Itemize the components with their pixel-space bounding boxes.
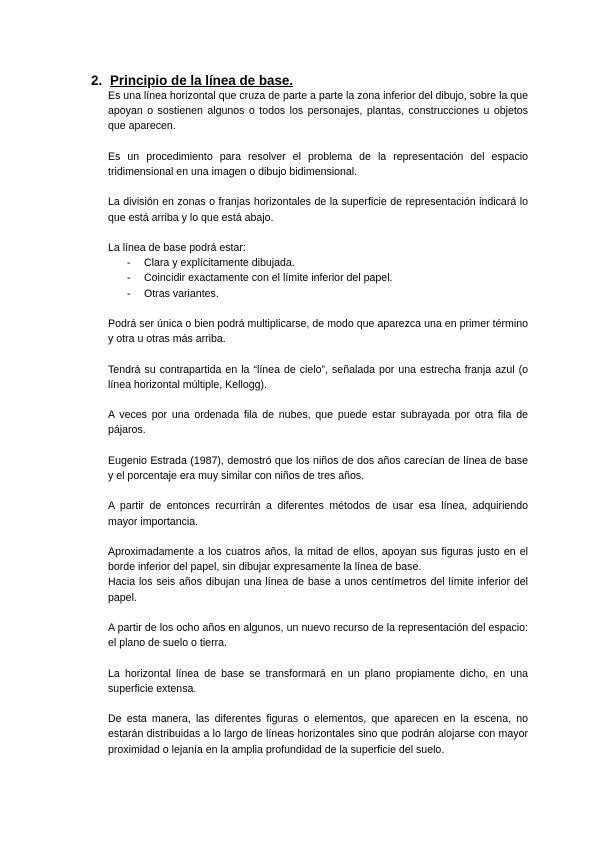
paragraph-definition: Es una línea horizontal que cruza de parte a parte la zona inferior del dibujo, sobre la que apoyan o sostienen algunos o todos los personajes, plantas, construcciones u objetos que aparecen. bbox=[108, 90, 528, 133]
list-item-text: Coincidir exactamente con el límite inferior del papel. bbox=[144, 272, 393, 285]
list-item-text: Clara y explícitamente dibujada. bbox=[144, 257, 295, 270]
paragraph-clouds: A veces por una ordenada fila de nubes, que puede estar subrayada por otra fila de pájaros. bbox=[108, 409, 528, 437]
baseline-options-list bbox=[108, 256, 528, 302]
paragraph-six-years: Hacia los seis años dibujan una línea de base a unos centímetros del límite inferior del papel. bbox=[108, 576, 528, 604]
list-item-text: Otras variantes. bbox=[144, 287, 219, 300]
paragraph-four-years: Aproximadamente a los cuatros años, la mitad de ellos, apoyan sus figuras justo en el borde inferior del papel, sin dibujar expresamente la línea de base. bbox=[108, 545, 528, 574]
list-bullet: - bbox=[127, 272, 131, 285]
paragraph-ground-plane: La horizontal línea de base se transformará en un plano propiamente dicho, en una superficie extensa. bbox=[108, 667, 528, 695]
paragraph-multiple: Podrá ser única o bien podrá multiplicarse, de modo que aparezca una en primer término y otra u otras más arriba. bbox=[108, 317, 528, 346]
paragraph-division: La división en zonas o franjas horizontales de la superficie de representación indicará lo que está arriba y lo que está abajo. bbox=[108, 196, 528, 224]
paragraph-methods: A partir de entonces recurrirán a diferentes métodos de usar esa línea, adquiriendo mayor importancia. bbox=[108, 500, 528, 528]
paragraph-estrada: Eugenio Estrada (1987), demostró que los niños de dos años carecían de línea de base y el porcentaje era muy similar con niños de tres años. bbox=[108, 454, 528, 482]
list-bullet: - bbox=[127, 287, 131, 300]
section-body bbox=[108, 89, 528, 773]
paragraph-procedure: Es un procedimiento para resolver el problema de la representación del espacio tridimensional en una imagen o dibujo bidimensional. bbox=[108, 150, 528, 178]
list-item bbox=[108, 287, 528, 302]
list-item bbox=[108, 256, 528, 271]
paragraph-depth: De esta manera, las diferentes figuras o elementos, que aparecen en la escena, no estarán distribuidas a lo largo de líneas horizontales sino que podrán alojarse con mayor proximidad o lejanía en la amplia profundidad de la superficie del suelo. bbox=[108, 713, 528, 756]
paragraph-list-intro: La línea de base podrá estar: bbox=[108, 241, 246, 254]
paragraph-sky-line: Tendrá su contrapartida en la “línea de cielo”, señalada por una estrecha franja azul (o línea horizontal múltiple, Kellogg). bbox=[108, 363, 528, 391]
section-title: Principio de la línea de base. bbox=[110, 73, 294, 88]
section-number: 2. bbox=[91, 73, 103, 88]
section-heading bbox=[91, 72, 293, 89]
paragraph-eight-years: A partir de los ocho años en algunos, un nuevo recurso de la representación del espacio: el plano de suelo o tierra. bbox=[108, 621, 528, 650]
list-bullet: - bbox=[127, 257, 131, 270]
list-item bbox=[108, 271, 528, 286]
